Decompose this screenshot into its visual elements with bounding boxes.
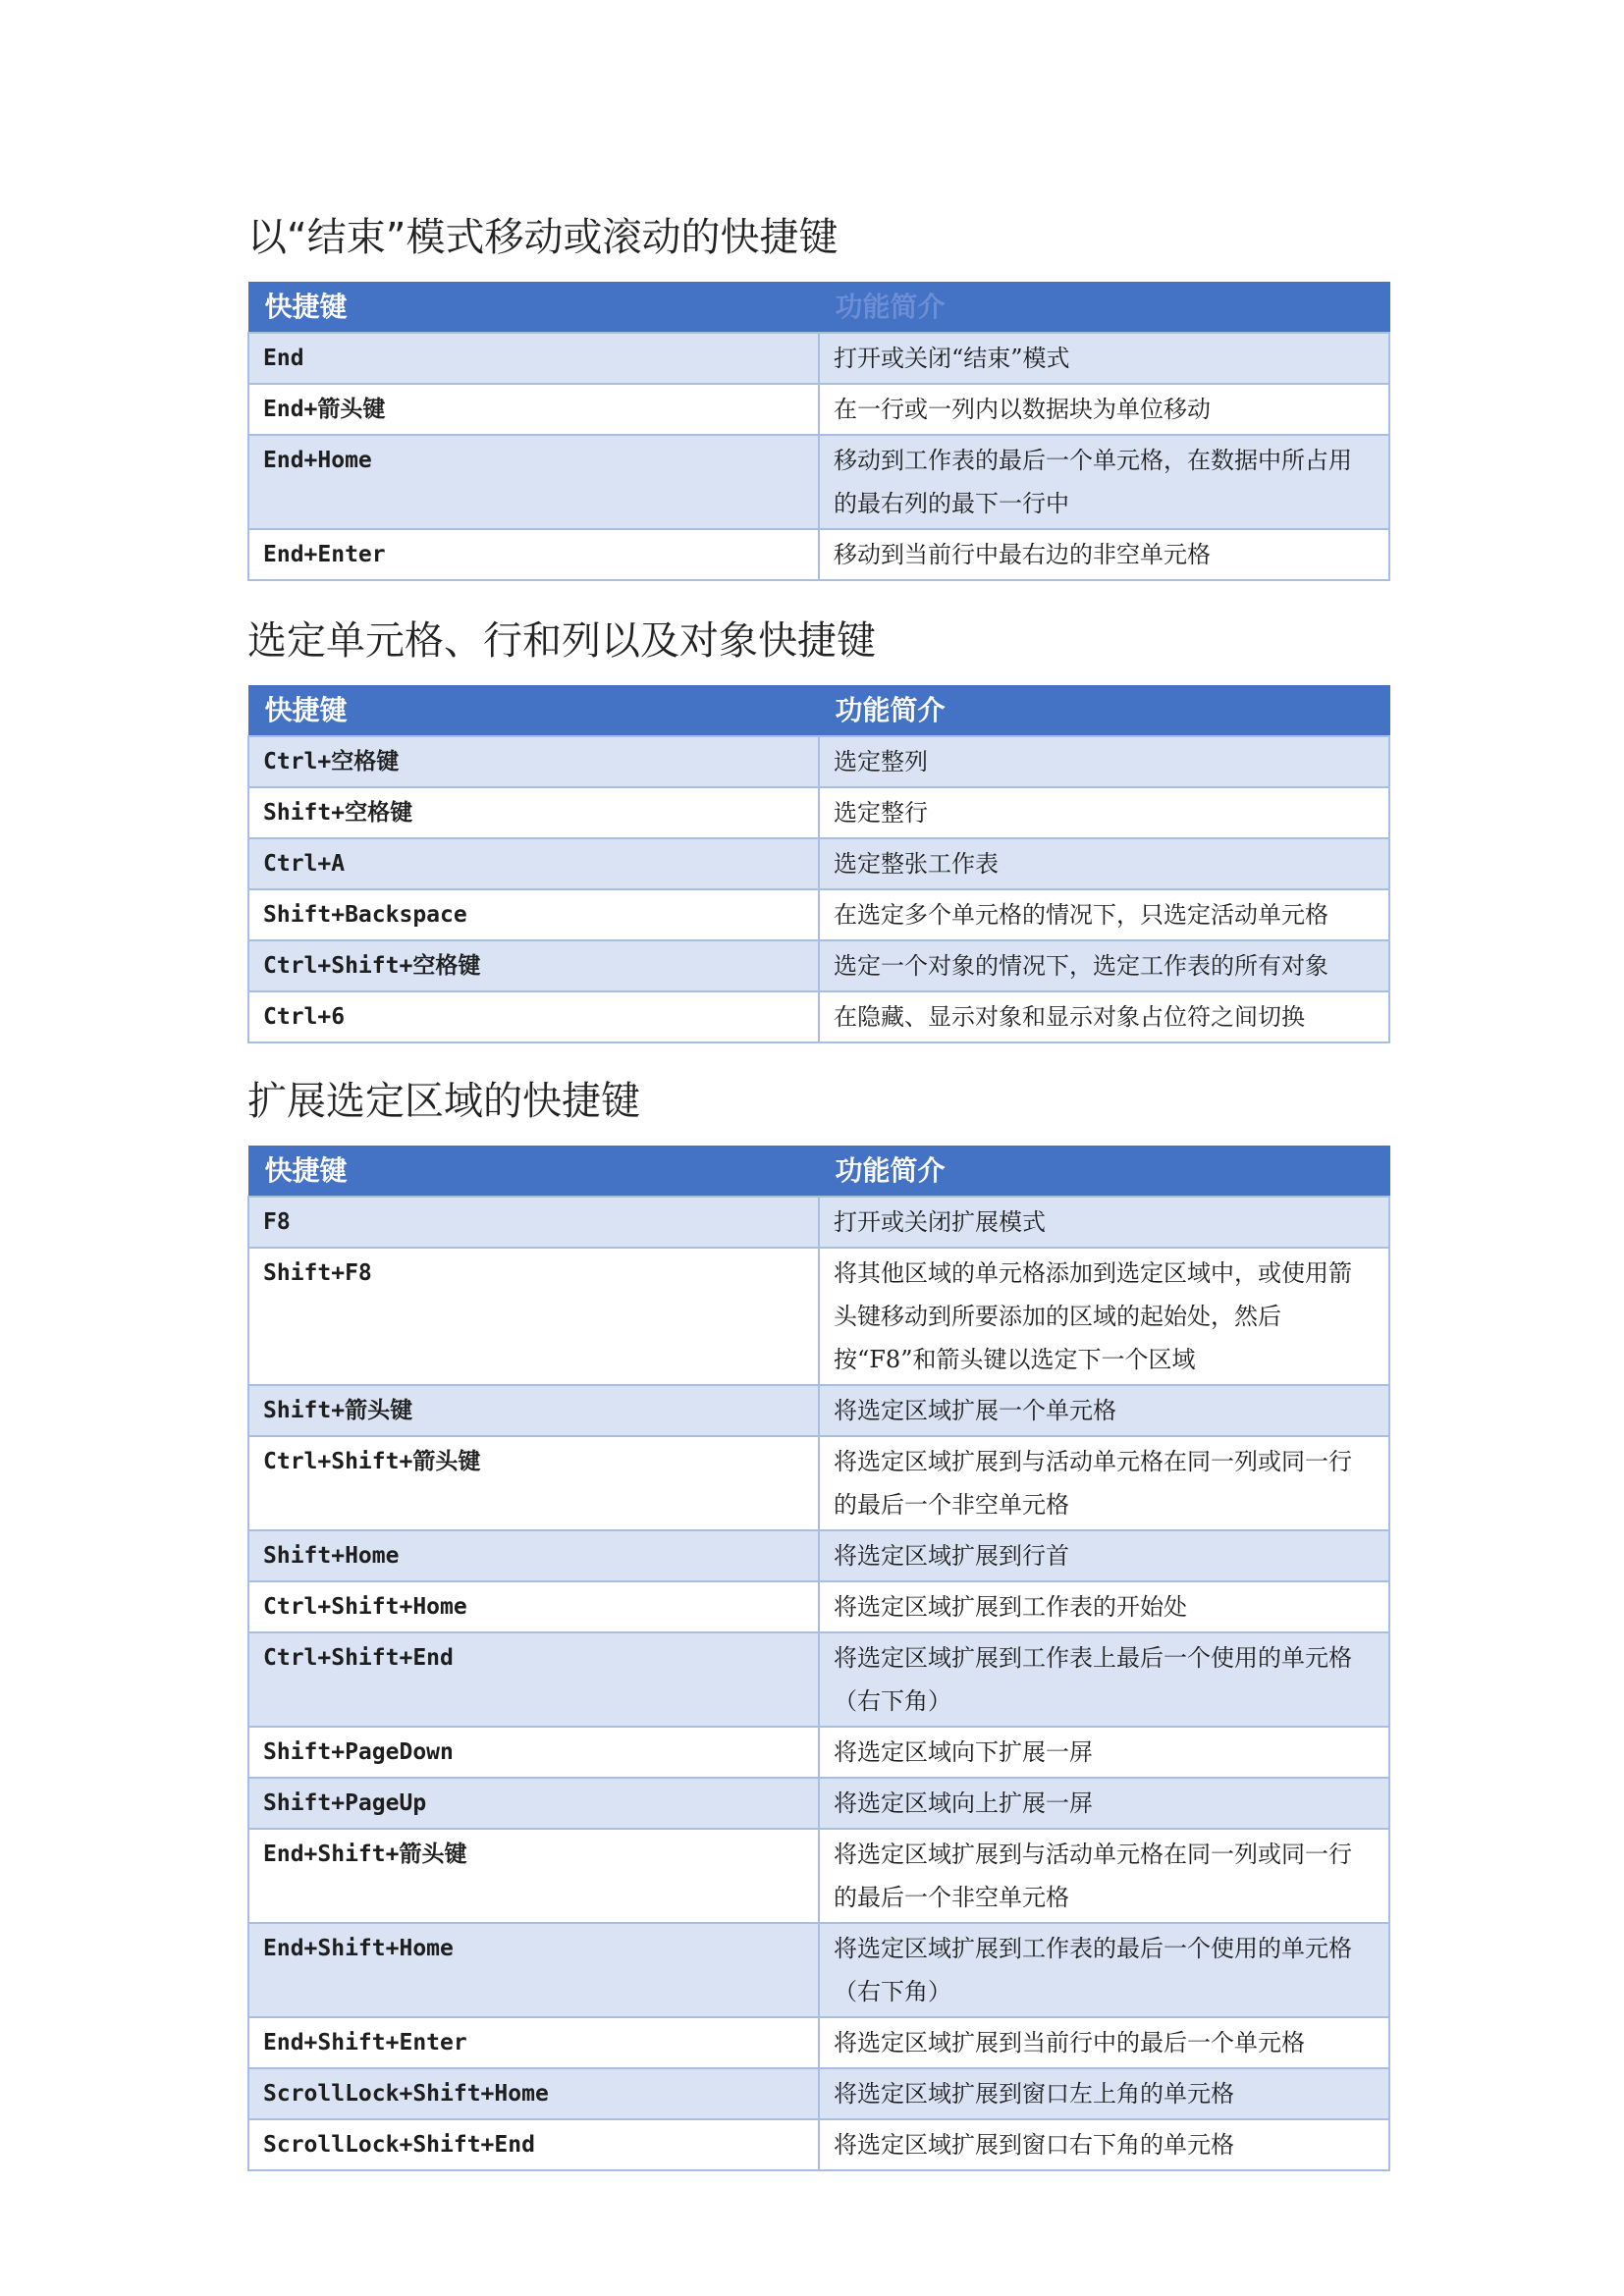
shortcut-description: 选定一个对象的情况下，选定工作表的所有对象	[819, 940, 1389, 991]
shortcut-key: Shift+Backspace	[248, 889, 819, 940]
shortcut-description: 将选定区域向上扩展一屏	[819, 1778, 1389, 1829]
column-header-key: 快捷键	[248, 1147, 819, 1198]
shortcut-description: 选定整行	[819, 787, 1389, 838]
shortcut-description: 将选定区域扩展一个单元格	[819, 1385, 1389, 1436]
column-header-desc-label: 功能简介	[835, 291, 946, 323]
shortcut-description: 选定整张工作表	[819, 838, 1389, 889]
table-row	[248, 384, 1389, 435]
table-row	[248, 1632, 1389, 1727]
table-row	[248, 435, 1389, 529]
shortcut-description: 打开或关闭“结束”模式	[819, 333, 1389, 384]
shortcut-description: 将选定区域扩展到工作表的最后一个使用的单元格（右下角）	[819, 1923, 1389, 2017]
table-row	[248, 333, 1389, 384]
shortcut-key: End+Shift+箭头键	[248, 1829, 819, 1923]
shortcut-key: End+Shift+Enter	[248, 2017, 819, 2068]
shortcut-key: Shift+PageUp	[248, 1778, 819, 1829]
shortcut-key: Ctrl+6	[248, 991, 819, 1042]
section-title: 扩展选定区域的快捷键	[247, 1079, 640, 1124]
table-row	[248, 889, 1389, 940]
shortcut-description: 将选定区域扩展到与活动单元格在同一列或同一行的最后一个非空单元格	[819, 1436, 1389, 1530]
shortcut-description: 在一行或一列内以数据块为单位移动	[819, 384, 1389, 435]
table-row	[248, 1923, 1389, 2017]
shortcut-key: End+箭头键	[248, 384, 819, 435]
shortcut-description: 打开或关闭扩展模式	[819, 1197, 1389, 1248]
shortcut-description: 将选定区域扩展到工作表的开始处	[819, 1581, 1389, 1632]
table-row	[248, 2017, 1389, 2068]
table-row	[248, 1197, 1389, 1248]
shortcut-description: 将选定区域扩展到与活动单元格在同一列或同一行的最后一个非空单元格	[819, 1829, 1389, 1923]
table-row	[248, 1581, 1389, 1632]
table-row	[248, 787, 1389, 838]
table-row	[248, 1248, 1389, 1385]
shortcut-key: Shift+PageDown	[248, 1727, 819, 1778]
table-row	[248, 1829, 1389, 1923]
shortcut-key: Ctrl+Shift+Home	[248, 1581, 819, 1632]
shortcut-description: 将选定区域扩展到工作表上最后一个使用的单元格（右下角）	[819, 1632, 1389, 1727]
column-header-desc: 功能简介	[819, 1147, 1389, 1198]
table-header-row	[248, 686, 1389, 737]
shortcut-key: F8	[248, 1197, 819, 1248]
shortcut-key: Shift+Home	[248, 1530, 819, 1581]
shortcut-description: 移动到工作表的最后一个单元格，在数据中所占用的最右列的最下一行中	[819, 435, 1389, 529]
shortcut-key: Ctrl+空格键	[248, 736, 819, 787]
section-title: 选定单元格、行和列以及对象快捷键	[247, 618, 876, 664]
table-row	[248, 1778, 1389, 1829]
shortcut-description: 选定整列	[819, 736, 1389, 787]
shortcut-table	[247, 282, 1390, 581]
table-row	[248, 1436, 1389, 1530]
shortcut-description: 将选定区域扩展到当前行中的最后一个单元格	[819, 2017, 1389, 2068]
shortcut-key: ScrollLock+Shift+End	[248, 2119, 819, 2170]
table-row	[248, 529, 1389, 580]
column-header-desc	[819, 283, 1389, 334]
shortcut-description: 将选定区域扩展到窗口右下角的单元格	[819, 2119, 1389, 2170]
table-header-row	[248, 283, 1389, 334]
shortcut-description: 在隐藏、显示对象和显示对象占位符之间切换	[819, 991, 1389, 1042]
shortcut-key: End	[248, 333, 819, 384]
table-row	[248, 991, 1389, 1042]
shortcut-key: Ctrl+Shift+空格键	[248, 940, 819, 991]
column-header-desc: 功能简介	[819, 686, 1389, 737]
shortcut-key: End+Shift+Home	[248, 1923, 819, 2017]
shortcut-description: 在选定多个单元格的情况下，只选定活动单元格	[819, 889, 1389, 940]
shortcut-key: Ctrl+A	[248, 838, 819, 889]
shortcut-key: Shift+箭头键	[248, 1385, 819, 1436]
shortcut-key: End+Home	[248, 435, 819, 529]
table-row	[248, 2068, 1389, 2119]
shortcut-description: 将选定区域扩展到窗口左上角的单元格	[819, 2068, 1389, 2119]
table-row	[248, 1727, 1389, 1778]
table-row	[248, 940, 1389, 991]
section-title: 以“结束”模式移动或滚动的快捷键	[247, 215, 839, 260]
table-row	[248, 736, 1389, 787]
table-row	[248, 1530, 1389, 1581]
shortcut-description: 移动到当前行中最右边的非空单元格	[819, 529, 1389, 580]
table-row	[248, 838, 1389, 889]
shortcut-key: Shift+F8	[248, 1248, 819, 1385]
shortcut-key: Shift+空格键	[248, 787, 819, 838]
shortcut-table	[247, 1146, 1390, 2171]
column-header-key: 快捷键	[248, 686, 819, 737]
table-header-row	[248, 1147, 1389, 1198]
shortcut-key: ScrollLock+Shift+Home	[248, 2068, 819, 2119]
shortcut-description: 将选定区域向下扩展一屏	[819, 1727, 1389, 1778]
column-header-key: 快捷键	[248, 283, 819, 334]
table-row	[248, 1385, 1389, 1436]
table-row	[248, 2119, 1389, 2170]
shortcut-table	[247, 685, 1390, 1043]
shortcut-key: Ctrl+Shift+End	[248, 1632, 819, 1727]
shortcut-key: Ctrl+Shift+箭头键	[248, 1436, 819, 1530]
shortcut-key: End+Enter	[248, 529, 819, 580]
shortcut-description: 将选定区域扩展到行首	[819, 1530, 1389, 1581]
shortcut-description: 将其他区域的单元格添加到选定区域中，或使用箭头键移动到所要添加的区域的起始处，然后按“F8”和箭头键以选定下一个区域	[819, 1248, 1389, 1385]
